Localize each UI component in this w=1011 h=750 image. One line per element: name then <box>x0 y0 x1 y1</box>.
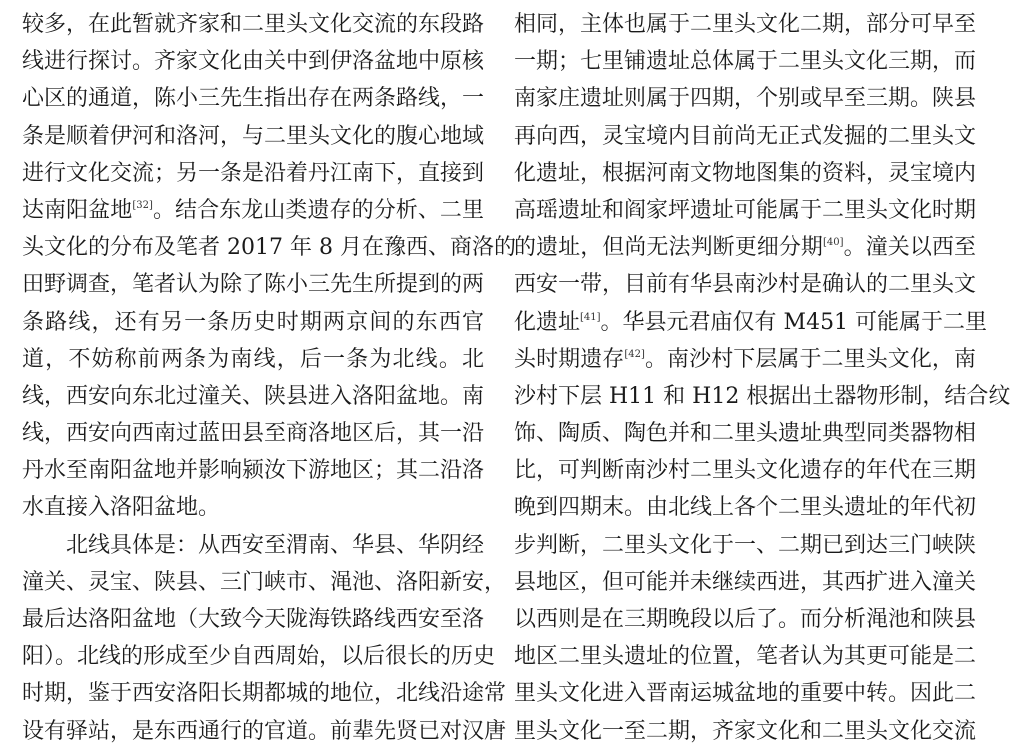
text-line: 一期；七里铺遗址总体属于二里头文化三期，而 <box>514 49 977 75</box>
text-line: 的遗址，但尚无法判断更细分期[40]。潼关以西至 <box>514 235 976 261</box>
text-line: 条路线，还有另一条历史时期两京间的东西官 <box>22 309 484 335</box>
text-line: 西安一带，目前有华县南沙村是确认的二里头文 <box>514 272 977 298</box>
text-line: 地区二里头遗址的位置，笔者认为其更可能是二 <box>514 644 977 670</box>
text-line: 里头文化进入晋南运城盆地的重要中转。因此二 <box>514 681 977 707</box>
text-line: 时期，鉴于西安洛阳长期都城的地位，北线沿途常 <box>22 681 507 707</box>
text-line: 线，西安向西南过蓝田县至商洛地区后，其一沿 <box>22 421 485 447</box>
citation-ref: [41] <box>580 311 601 323</box>
text-line: 县地区，但可能并未继续西进，其西扩进入潼关 <box>514 569 977 595</box>
text-line: 条是顺着伊河和洛河，与二里头文化的腹心地域 <box>22 123 485 149</box>
text-line: 丹水至南阳盆地并影响颍汝下游地区；其二沿洛 <box>22 458 485 484</box>
citation-ref: [42] <box>624 348 645 360</box>
text-line: 比，可判断南沙村二里头文化遗存的年代在三期 <box>514 458 977 484</box>
text-line: 进行文化交流；另一条是沿着丹江南下，直接到 <box>22 160 485 186</box>
citation-ref: [32] <box>132 199 153 211</box>
paragraph-start-line: 北线具体是：从西安至渭南、华县、华阴经 <box>66 532 485 558</box>
text-line: 化遗址[41]。华县元君庙仅有 M451 可能属于二里 <box>514 309 988 335</box>
text-line: 南家庄遗址则属于四期，个别或早至三期。陕县 <box>514 86 977 112</box>
text-line: 道，不妨称前两条为南线，后一条为北线。北 <box>22 346 484 372</box>
text-line: 潼关、灵宝、陕县、三门峡市、渑池、洛阳新安， <box>22 569 507 595</box>
text-line: 线进行探讨。齐家文化由关中到伊洛盆地中原核 <box>22 49 485 75</box>
text-line: 饰、陶质、陶色并和二里头遗址典型同类器物相 <box>514 421 977 447</box>
text-line: 再向西，灵宝境内目前尚无正式发掘的二里头文 <box>514 123 977 149</box>
text-line: 步判断，二里头文化于一、二期已到达三门峡陕 <box>514 532 977 558</box>
text-line: 以西则是在三期晚段以后了。而分析渑池和陕县 <box>514 607 977 632</box>
text-line: 设有驿站，是东西通行的官道。前辈先贤已对汉唐 <box>22 718 507 744</box>
text-line: 沙村下层 H11 和 H12 根据出土器物形制，结合纹 <box>514 383 1011 409</box>
text-line: 头文化的分布及笔者 2017 年 8 月在豫西、商洛的 <box>22 235 516 261</box>
text-line: 头时期遗存[42]。南沙村下层属于二里头文化，南 <box>514 346 976 372</box>
text-line: 线，西安向东北过潼关、陕县进入洛阳盆地。南 <box>22 383 485 409</box>
text-line: 晚到四期末。由北线上各个二里头遗址的年代初 <box>514 495 977 521</box>
paragraph-end-line: 水直接入洛阳盆地。 <box>22 495 221 521</box>
text-line: 田野调查，笔者认为除了陈小三先生所提到的两 <box>22 272 485 298</box>
text-line: 里头文化一至二期，齐家文化和二里头文化交流 <box>514 718 977 744</box>
text-line: 较多，在此暂就齐家和二里头文化交流的东段路 <box>22 12 485 37</box>
text-line: 最后达洛阳盆地（大致今天陇海铁路线西安至洛 <box>22 607 485 632</box>
left-text-column <box>22 6 516 750</box>
text-line: 高瑶遗址和阎家坪遗址可能属于二里头文化时期 <box>514 197 977 223</box>
cropped-next-line-fragment <box>360 727 420 733</box>
text-line: 阳）。北线的形成至少自西周始，以后很长的历史 <box>22 644 496 670</box>
text-line: 心区的通道，陈小三先生指出存在两条路线，一 <box>22 86 485 112</box>
text-line: 相同，主体也属于二里头文化二期，部分可早至 <box>514 12 977 37</box>
text-line: 达南阳盆地[32]。结合东龙山类遗存的分析、二里 <box>22 197 484 223</box>
right-text-column <box>514 6 1011 750</box>
citation-ref: [40] <box>823 237 844 249</box>
text-line: 化遗址，根据河南文物地图集的资料，灵宝境内 <box>514 160 977 186</box>
